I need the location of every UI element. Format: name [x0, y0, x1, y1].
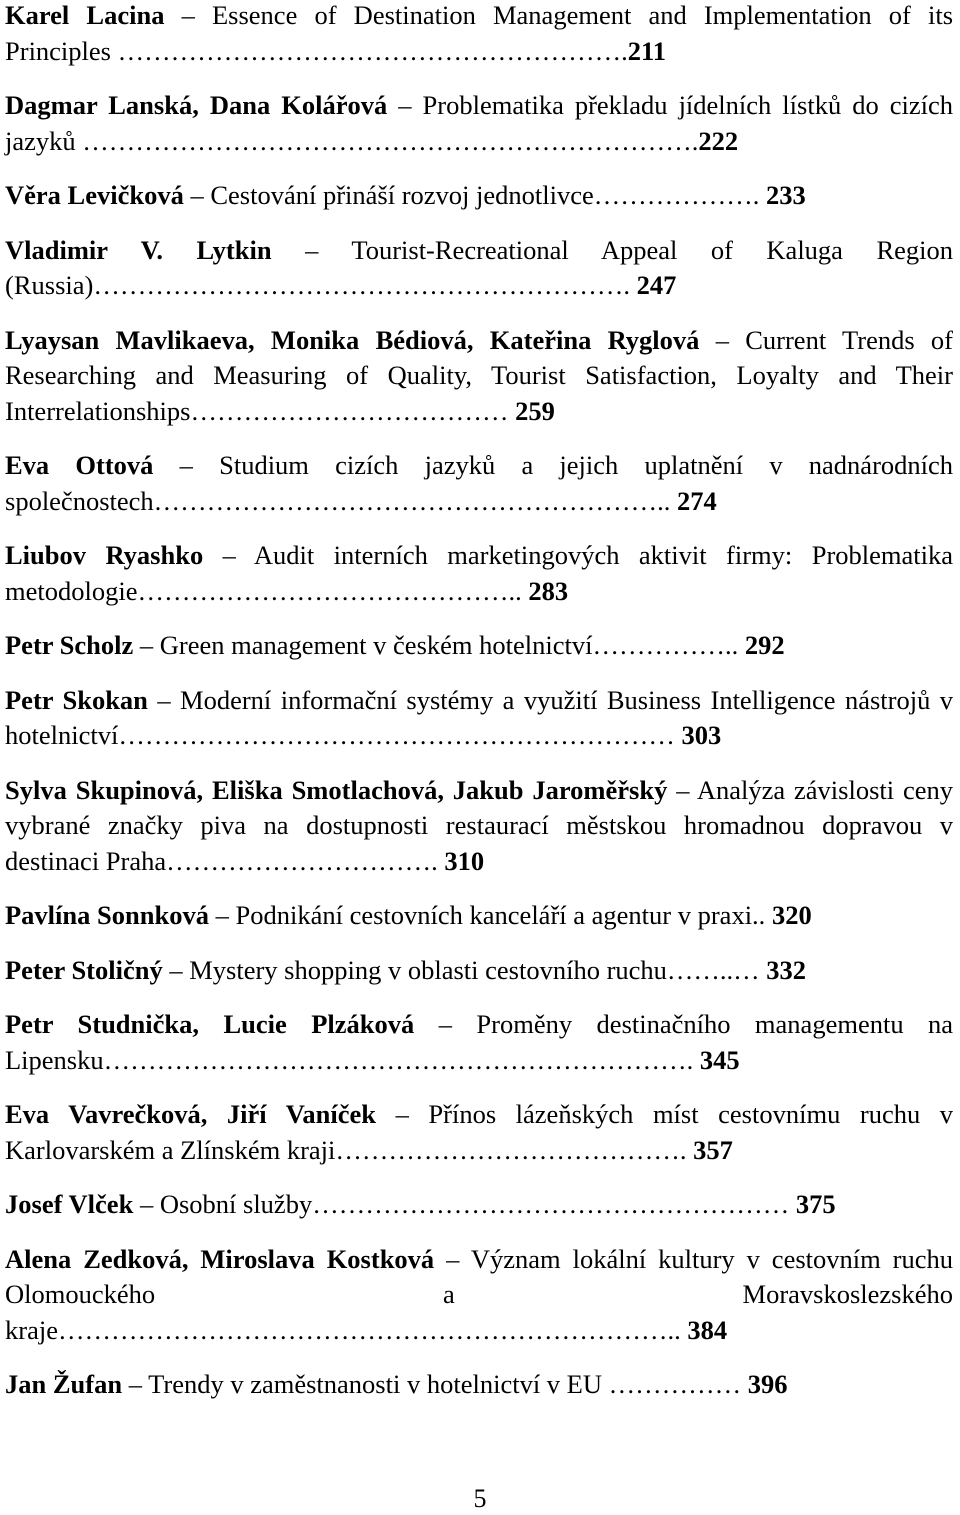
- toc-page-number: 274: [677, 485, 717, 516]
- toc-page-number: 292: [744, 630, 785, 660]
- toc-authors: Jan Žufan: [5, 1369, 123, 1399]
- toc-entry[interactable]: [5, 898, 953, 934]
- toc-page-number: 375: [795, 1189, 836, 1219]
- toc-dash: –: [676, 774, 690, 805]
- toc-leader: ……………….: [593, 180, 767, 210]
- toc-authors: Pavlína Sonnková: [5, 900, 209, 930]
- toc-authors: Dagmar Lanská, Dana Kolářová: [5, 90, 388, 120]
- toc-authors: Peter Stoličný: [5, 954, 163, 985]
- toc-dash: –: [181, 0, 195, 30]
- toc-dash: –: [215, 900, 229, 930]
- toc-dash: –: [438, 1009, 452, 1039]
- toc-entry[interactable]: [5, 1242, 953, 1349]
- toc-entry[interactable]: [5, 323, 953, 430]
- toc-entry[interactable]: [5, 1367, 953, 1403]
- toc-title: Green management v českém hotelnictví: [159, 630, 593, 660]
- toc-authors: Petr Scholz: [5, 630, 134, 660]
- table-of-contents: [5, 0, 953, 1422]
- toc-entry[interactable]: [5, 1007, 953, 1078]
- toc-leader: ……………………………………..: [137, 575, 529, 606]
- toc-entry[interactable]: [5, 0, 953, 69]
- toc-title: Studium cizích jazyků a jejich uplatnění v nadnárodních společnostech: [5, 450, 954, 516]
- toc-title: Tourist-Recreational Appeal of Kaluga Region (Russia): [5, 234, 953, 300]
- toc-leader: ………………………………….: [335, 1134, 694, 1165]
- toc-entry[interactable]: [5, 233, 953, 304]
- toc-page-number: 303: [681, 720, 722, 750]
- toc-page-number: 332: [766, 954, 807, 985]
- toc-page-number: 222: [698, 125, 739, 156]
- toc-title: Trendy v zaměstnanosti v hotelnictví v EU: [148, 1369, 603, 1399]
- toc-title: Přínos lázeňských míst cestovnímu ruchu v Karlovarském a Zlínském kraji: [5, 1099, 953, 1165]
- toc-leader: ……………: [602, 1369, 748, 1399]
- toc-title: Audit interních marketingových aktivit firmy: Problematika metodologie: [5, 540, 954, 606]
- toc-leader: …………………………………………………..: [153, 485, 678, 516]
- toc-leader: …………………………………………………….: [93, 270, 637, 300]
- toc-page-number: 233: [766, 180, 806, 210]
- toc-entry[interactable]: [5, 538, 953, 609]
- toc-title: Osobní služby: [159, 1189, 313, 1219]
- toc-entry[interactable]: [5, 953, 953, 989]
- toc-leader: ………………………………………………….: [111, 35, 628, 66]
- toc-authors: Alena Zedková, Miroslava Kostková: [5, 1243, 435, 1274]
- toc-leader: ……………………………………………………………..: [57, 1314, 688, 1345]
- page-number: 5: [473, 1484, 487, 1513]
- toc-page-number: 396: [747, 1369, 788, 1399]
- toc-authors: Eva Ottová: [5, 450, 154, 480]
- toc-title: Cestování přináší rozvoj jednotlivce: [210, 180, 594, 210]
- toc-dash: –: [305, 234, 319, 265]
- toc-page-number: 283: [528, 575, 569, 606]
- toc-entry[interactable]: [5, 448, 953, 519]
- toc-entry[interactable]: [5, 1187, 953, 1223]
- toc-entry[interactable]: [5, 683, 953, 754]
- toc-leader: ………………………………………………………….: [103, 1044, 700, 1075]
- toc-dash: –: [715, 324, 729, 355]
- toc-authors: Sylva Skupinová, Eliška Smotlachová, Jakub Jaroměřský: [5, 774, 668, 805]
- toc-dash: –: [179, 450, 193, 480]
- toc-page-number: 384: [687, 1314, 728, 1345]
- toc-page-number: 345: [699, 1044, 740, 1075]
- toc-dash: –: [398, 90, 412, 120]
- toc-leader: ………………………………: [190, 395, 516, 426]
- toc-title: Analýza závislosti ceny vybrané značky piva na dostupnosti restaurací městskou hromadnou dopravou v destinaci Praha: [5, 774, 953, 876]
- toc-authors: Věra Levičková: [5, 180, 184, 210]
- toc-dash: –: [157, 684, 171, 715]
- toc-dash: –: [222, 540, 236, 570]
- toc-authors: Josef Vlček: [5, 1189, 134, 1219]
- toc-authors: Eva Vavrečková, Jiří Vaníček: [5, 1099, 377, 1129]
- toc-leader: ………………………………………………………: [118, 720, 682, 750]
- toc-authors: Liubov Ryashko: [5, 540, 204, 570]
- toc-entry[interactable]: [5, 773, 953, 880]
- toc-page-number: 247: [636, 270, 677, 300]
- toc-dash: –: [169, 954, 183, 985]
- toc-entry[interactable]: [5, 178, 953, 214]
- toc-leader: [765, 900, 772, 930]
- toc-dash: –: [395, 1099, 409, 1129]
- toc-page-number: 320: [771, 900, 812, 930]
- toc-title: Current Trends of Researching and Measuring of Quality, Tourist Satisfaction, Loyalty and Their Interrelationships: [5, 324, 953, 426]
- toc-authors: Vladimir V. Lytkin: [5, 234, 272, 265]
- toc-entry[interactable]: [5, 1097, 953, 1168]
- toc-dash: –: [139, 1189, 154, 1219]
- toc-authors: Lyaysan Mavlikaeva, Monika Bédiová, Kateřina Ryglová: [5, 324, 700, 355]
- toc-title: Moderní informační systémy a využití Business Intelligence nástrojů v hotelnictví: [5, 684, 954, 750]
- toc-entry[interactable]: [5, 628, 953, 664]
- toc-authors: Petr Studnička, Lucie Plzáková: [5, 1009, 415, 1039]
- toc-leader: ……………..: [592, 630, 745, 660]
- toc-dash: –: [190, 180, 204, 210]
- toc-title: Podnikání cestovních kanceláří a agentur v praxi..: [235, 900, 766, 930]
- toc-dash: –: [128, 1369, 142, 1399]
- toc-entry[interactable]: [5, 88, 953, 159]
- toc-dash: –: [139, 630, 154, 660]
- toc-leader: ……..…: [666, 954, 767, 985]
- toc-title: Essence of Destination Management and Implementation of its Principles: [5, 0, 954, 66]
- toc-title: Proměny destinačního managementu na Lipensku: [5, 1009, 954, 1075]
- toc-title: Mystery shopping v oblasti cestovního ruchu: [189, 954, 667, 985]
- toc-leader: ………………………………………………: [312, 1189, 796, 1219]
- toc-title: Problematika překladu jídelních lístků do cizích jazyků: [5, 90, 953, 156]
- toc-leader: ………………………….: [166, 845, 445, 876]
- toc-leader: …………………………………………………………….: [82, 125, 699, 156]
- toc-page-number: 211: [627, 35, 667, 66]
- toc-page-number: 310: [444, 845, 485, 876]
- toc-authors: Karel Lacina: [5, 0, 165, 30]
- toc-dash: –: [446, 1243, 460, 1274]
- toc-page-number: 259: [515, 395, 555, 426]
- toc-title: Význam lokální kultury v cestovním ruchu Olomouckého a Moravskoslezského kraje: [5, 1243, 954, 1345]
- toc-authors: Petr Skokan: [5, 684, 148, 715]
- toc-page-number: 357: [693, 1134, 733, 1165]
